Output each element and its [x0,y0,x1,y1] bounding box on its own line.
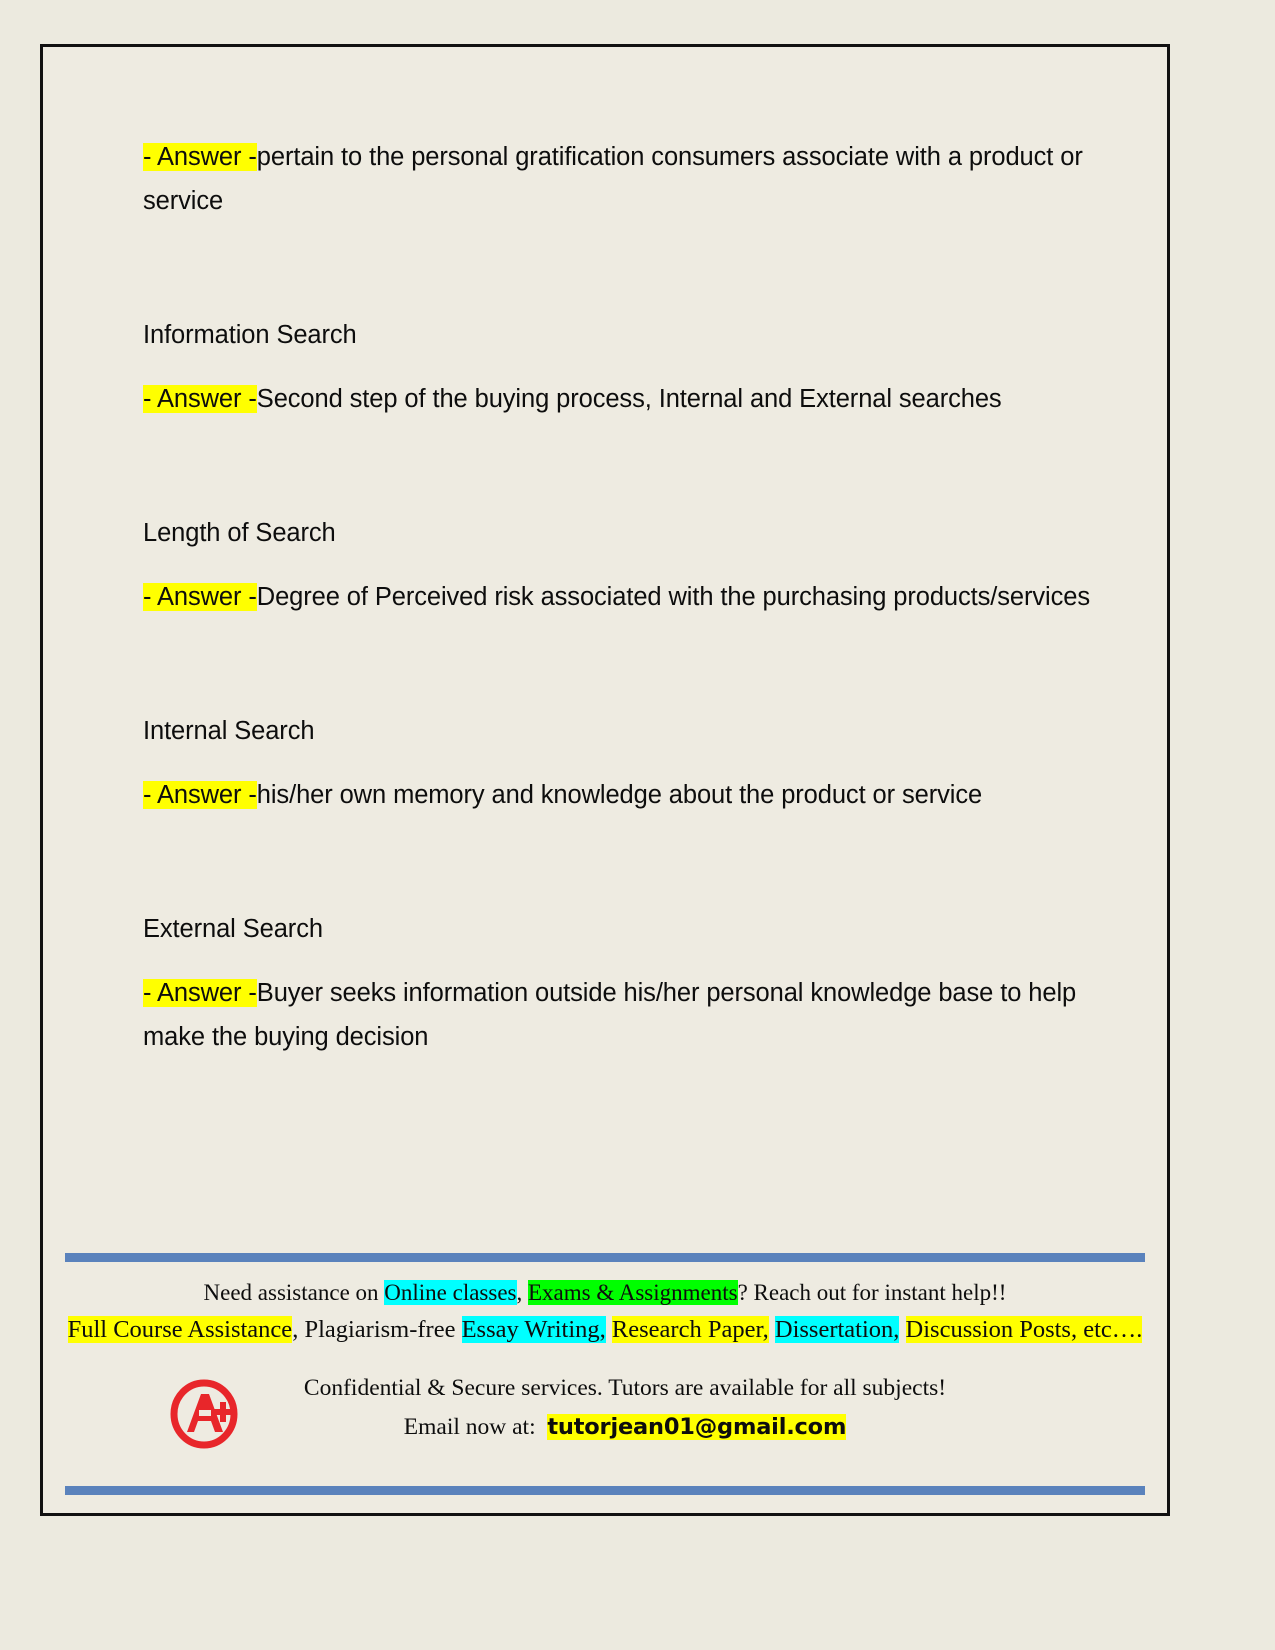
footer-line2-mid1: , Plagiarism-free [292,1316,462,1343]
answer-prefix-0: - Answer - [143,143,257,171]
footer-line1-mid: , [516,1280,528,1305]
footer-line2-mid4 [899,1316,905,1343]
page-inner [43,47,1167,1513]
answer-block-1 [143,313,1103,421]
answer-paragraph-1 [143,377,1103,421]
document-footer [43,1253,1167,1513]
heading-spacer-3 [143,753,1103,773]
a-plus-logo-icon [165,1374,243,1452]
answer-prefix-3: - Answer - [143,781,257,809]
footer-lower-section [43,1370,1167,1470]
footer-dissertation: Dissertation, [774,1316,900,1343]
footer-divider-bottom [65,1486,1145,1495]
footer-line2-mid3 [769,1316,775,1343]
answer-prefix-1: - Answer - [143,385,257,413]
answer-paragraph-0 [143,135,1103,223]
answer-paragraph-4 [143,971,1103,1059]
spacer-2 [143,619,1103,709]
heading-spacer-2 [143,555,1103,575]
footer-email-label: Email now at: [403,1414,536,1440]
footer-line1-pre: Need assistance on [203,1280,385,1305]
answer-text-2: Degree of Perceived risk associated with the purchasing products/services [256,583,1090,611]
footer-content [43,1276,1167,1470]
footer-divider-top [65,1253,1145,1262]
heading-spacer-4 [143,951,1103,971]
answer-prefix-2: - Answer - [143,583,257,611]
footer-line-offerings [43,1312,1167,1348]
section-heading-3: Internal Search [143,717,315,745]
document-body [143,135,1103,1059]
spacer-1 [143,421,1103,511]
footer-line-confidential: Confidential & Secure services. Tutors are available for all subjects! [303,1375,947,1401]
footer-online-classes: Online classes [384,1280,517,1305]
answer-text-0: pertain to the personal gratification consumers associate with a product or service [143,143,1083,215]
answer-block-2 [143,511,1103,619]
answer-block-4 [143,907,1103,1059]
footer-line-services [43,1276,1167,1310]
footer-line2-mid2 [606,1316,612,1343]
document-page [40,44,1170,1516]
spacer-3 [143,817,1103,907]
answer-block-3 [143,709,1103,817]
answer-text-1: Second step of the buying process, Internal and External searches [256,385,1002,413]
answer-paragraph-2 [143,575,1103,619]
footer-essay-writing: Essay Writing, [461,1316,606,1343]
footer-discussion-posts: Discussion Posts, etc…. [905,1316,1143,1343]
section-heading-2: Length of Search [143,519,336,547]
heading-spacer-1 [143,357,1103,377]
footer-research-paper: Research Paper, [611,1316,769,1343]
section-heading-4: External Search [143,915,323,943]
answer-block-0 [143,135,1103,223]
spacer-0 [143,223,1103,313]
answer-paragraph-3 [143,773,1103,817]
footer-exams-assignments: Exams & Assignments [528,1280,738,1305]
answer-text-4: Buyer seeks information outside his/her personal knowledge base to help make the buying decision [143,979,1077,1051]
footer-line1-post: ? Reach out for instant help!! [737,1280,1007,1305]
a-plus-logo-svg [165,1374,243,1452]
footer-email-address[interactable]: tutorjean01@gmail.com [547,1414,847,1440]
section-heading-1: Information Search [143,321,357,349]
answer-prefix-4: - Answer - [143,979,257,1007]
answer-text-3: his/her own memory and knowledge about the product or service [256,781,983,809]
footer-full-course-assistance: Full Course Assistance [67,1316,293,1343]
